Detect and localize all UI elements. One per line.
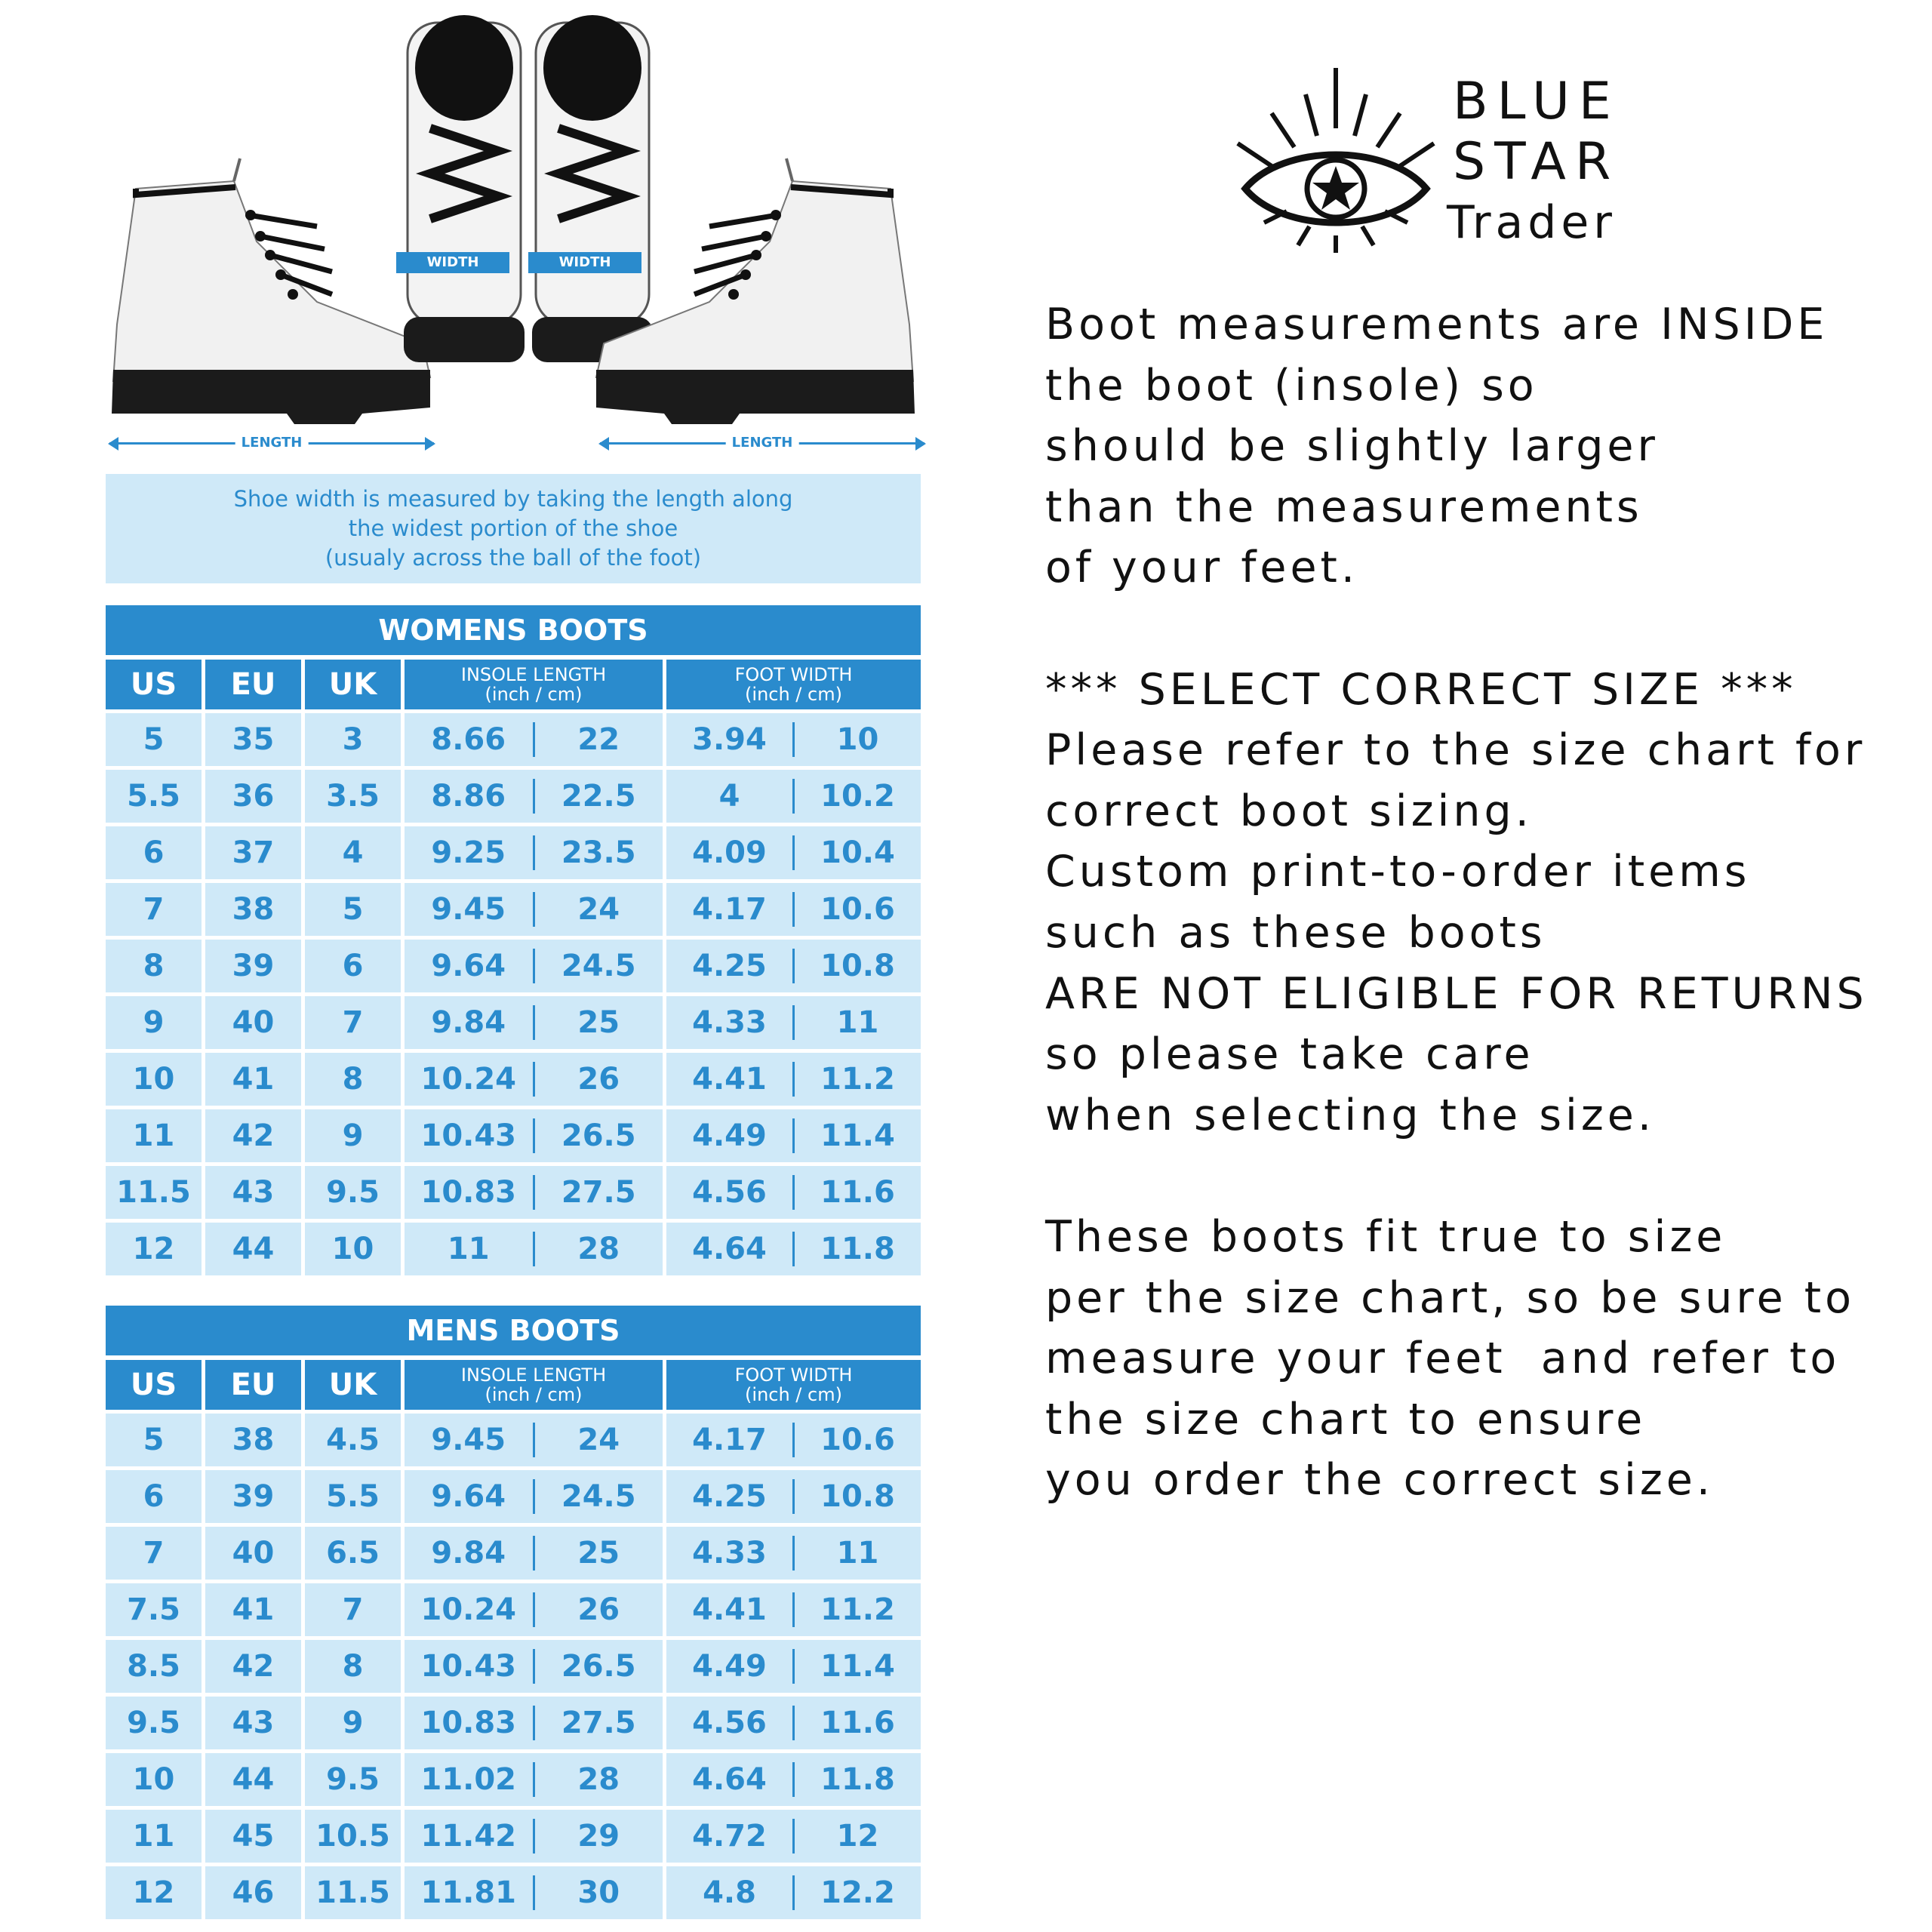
header-foot-width: FOOT WIDTH (inch / cm) xyxy=(666,1360,921,1410)
header-insole-length: INSOLE LENGTH (inch / cm) xyxy=(405,1360,663,1410)
header-uk: UK xyxy=(305,1360,401,1410)
cell-foot-width xyxy=(666,1414,921,1466)
cell-foot-width xyxy=(666,826,921,879)
cell-eu: 40 xyxy=(205,1527,301,1580)
cell-foot-width-cm: 11 xyxy=(836,1005,879,1040)
cell-insole-length xyxy=(405,1109,663,1162)
cell-insole-length-inch: 8.66 xyxy=(431,722,506,757)
cell-insole-length xyxy=(405,1697,663,1749)
cell-foot-width-inch: 4.64 xyxy=(692,1232,767,1266)
cell-foot-width xyxy=(666,1583,921,1636)
info-line: per the size chart, so be sure to xyxy=(1045,1272,1855,1323)
cell-foot-width-inch: 4.56 xyxy=(692,1175,767,1210)
cell-eu: 36 xyxy=(205,770,301,823)
cell-insole-length xyxy=(405,826,663,879)
cell-foot-width xyxy=(666,1109,921,1162)
brand-line-blue: BLUE xyxy=(1453,72,1620,131)
cell-uk: 9.5 xyxy=(305,1166,401,1219)
cell-insole-length-cm: 24.5 xyxy=(561,949,636,983)
cell-insole-length xyxy=(405,1753,663,1806)
info-line: the boot (insole) so xyxy=(1045,360,1538,411)
cell-eu: 41 xyxy=(205,1053,301,1106)
left-side-boot xyxy=(112,158,430,424)
header-us: US xyxy=(106,1360,202,1410)
cell-insole-length xyxy=(405,1583,663,1636)
cell-foot-width xyxy=(666,940,921,992)
cell-foot-width-cm: 12.2 xyxy=(820,1875,895,1910)
cell-insole-length xyxy=(405,1470,663,1523)
table-row xyxy=(106,826,921,879)
cell-uk: 10 xyxy=(305,1223,401,1275)
cell-foot-width-inch: 4.56 xyxy=(692,1706,767,1740)
cell-foot-width-cm: 10.6 xyxy=(820,892,895,927)
info-line: than the measurements xyxy=(1045,481,1643,532)
cell-insole-length-cm: 24.5 xyxy=(561,1479,636,1514)
cell-eu: 37 xyxy=(205,826,301,879)
cell-foot-width-inch: 4.09 xyxy=(692,835,767,870)
cell-insole-length xyxy=(405,883,663,936)
cell-eu: 44 xyxy=(205,1753,301,1806)
cell-uk: 9 xyxy=(305,1109,401,1162)
cell-insole-length xyxy=(405,1166,663,1219)
cell-foot-width-cm: 11.6 xyxy=(820,1706,895,1740)
table-row xyxy=(106,1866,921,1919)
cell-uk: 7 xyxy=(305,996,401,1049)
cell-uk: 9 xyxy=(305,1697,401,1749)
cell-foot-width-cm: 11.4 xyxy=(820,1649,895,1684)
cell-insole-length-cm: 26 xyxy=(577,1592,620,1627)
table-row xyxy=(106,883,921,936)
cell-foot-width xyxy=(666,883,921,936)
cell-insole-length xyxy=(405,996,663,1049)
cell-us: 5.5 xyxy=(106,770,202,823)
cell-foot-width xyxy=(666,713,921,766)
cell-foot-width-cm: 10 xyxy=(836,722,879,757)
note-line: (usualy across the ball of the foot) xyxy=(325,545,702,571)
table-row xyxy=(106,1414,921,1466)
cell-insole-length-inch: 9.84 xyxy=(431,1005,506,1040)
cell-eu: 45 xyxy=(205,1810,301,1863)
cell-foot-width-inch: 4.33 xyxy=(692,1005,767,1040)
cell-foot-width xyxy=(666,996,921,1049)
cell-insole-length-cm: 26 xyxy=(577,1062,620,1097)
cell-foot-width-inch: 4.17 xyxy=(692,892,767,927)
cell-foot-width-inch: 4 xyxy=(718,779,740,814)
cell-foot-width-inch: 4.41 xyxy=(692,1592,767,1627)
cell-insole-length xyxy=(405,1810,663,1863)
cell-insole-length xyxy=(405,1223,663,1275)
cell-insole-length-inch: 9.64 xyxy=(431,949,506,983)
table-row xyxy=(106,996,921,1049)
cell-insole-length-inch: 10.24 xyxy=(420,1592,517,1627)
table-header xyxy=(106,1360,921,1410)
info-line: Custom print-to-order items xyxy=(1045,847,1751,897)
cell-foot-width xyxy=(666,770,921,823)
info-line: so please take care xyxy=(1045,1029,1534,1080)
cell-foot-width xyxy=(666,1640,921,1693)
cell-eu: 38 xyxy=(205,1414,301,1466)
cell-us: 10 xyxy=(106,1053,202,1106)
cell-foot-width-inch: 4.33 xyxy=(692,1536,767,1571)
table-row xyxy=(106,1640,921,1693)
cell-insole-length-inch: 11 xyxy=(447,1232,490,1266)
cell-foot-width-cm: 11.6 xyxy=(820,1175,895,1210)
cell-eu: 43 xyxy=(205,1697,301,1749)
table-row xyxy=(106,1697,921,1749)
cell-insole-length-inch: 9.45 xyxy=(431,1423,506,1457)
info-line xyxy=(1045,598,1913,660)
cell-foot-width-inch: 4.64 xyxy=(692,1762,767,1797)
cell-foot-width xyxy=(666,1697,921,1749)
cell-us: 7 xyxy=(106,883,202,936)
header-eu: EU xyxy=(205,660,301,709)
cell-foot-width-cm: 11.8 xyxy=(820,1232,895,1266)
cell-eu: 41 xyxy=(205,1583,301,1636)
womens-size-table xyxy=(106,605,921,1275)
cell-us: 7.5 xyxy=(106,1583,202,1636)
cell-uk: 4.5 xyxy=(305,1414,401,1466)
cell-eu: 43 xyxy=(205,1166,301,1219)
cell-foot-width-inch: 4.49 xyxy=(692,1649,767,1684)
info-line: the size chart to ensure xyxy=(1045,1394,1647,1444)
width-label-right: WIDTH xyxy=(528,252,641,273)
cell-insole-length xyxy=(405,1053,663,1106)
cell-insole-length xyxy=(405,1866,663,1919)
cell-insole-length-cm: 24 xyxy=(577,892,620,927)
cell-insole-length-cm: 28 xyxy=(577,1762,620,1797)
cell-insole-length-inch: 9.25 xyxy=(431,835,506,870)
cell-foot-width xyxy=(666,1527,921,1580)
cell-foot-width-cm: 10.4 xyxy=(820,835,895,870)
cell-foot-width-cm: 10.8 xyxy=(820,949,895,983)
cell-eu: 39 xyxy=(205,940,301,992)
cell-foot-width-cm: 10.6 xyxy=(820,1423,895,1457)
info-line: These boots fit true to size xyxy=(1045,1211,1727,1262)
cell-insole-length xyxy=(405,713,663,766)
cell-us: 10 xyxy=(106,1753,202,1806)
info-line xyxy=(1045,1146,1913,1207)
cell-insole-length xyxy=(405,1414,663,1466)
cell-eu: 40 xyxy=(205,996,301,1049)
cell-insole-length-inch: 9.64 xyxy=(431,1479,506,1514)
cell-foot-width-cm: 10.2 xyxy=(820,779,895,814)
info-line: when selecting the size. xyxy=(1045,1090,1655,1140)
cell-eu: 35 xyxy=(205,713,301,766)
length-label-left: LENGTH xyxy=(109,434,434,452)
cell-insole-length-cm: 25 xyxy=(577,1005,620,1040)
width-note xyxy=(106,474,921,583)
cell-foot-width xyxy=(666,1223,921,1275)
table-row xyxy=(106,1527,921,1580)
sizing-info-text xyxy=(1045,294,1913,1511)
table-row xyxy=(106,1810,921,1863)
cell-insole-length-inch: 11.42 xyxy=(420,1819,517,1854)
cell-uk: 10.5 xyxy=(305,1810,401,1863)
cell-foot-width-cm: 10.8 xyxy=(820,1479,895,1514)
cell-eu: 42 xyxy=(205,1109,301,1162)
cell-foot-width xyxy=(666,1866,921,1919)
cell-us: 9.5 xyxy=(106,1697,202,1749)
table-header xyxy=(106,660,921,709)
cell-foot-width xyxy=(666,1053,921,1106)
cell-foot-width-cm: 11.2 xyxy=(820,1592,895,1627)
cell-insole-length-cm: 29 xyxy=(577,1819,620,1854)
cell-insole-length-cm: 26.5 xyxy=(561,1649,636,1684)
cell-insole-length-inch: 10.83 xyxy=(420,1706,517,1740)
front-boots xyxy=(404,15,653,362)
table-row xyxy=(106,940,921,992)
info-line: Boot measurements are INSIDE xyxy=(1045,300,1829,349)
mens-size-table xyxy=(106,1306,921,1919)
cell-foot-width-inch: 4.49 xyxy=(692,1118,767,1153)
cell-insole-length-cm: 26.5 xyxy=(561,1118,636,1153)
mens-table-title: MENS BOOTS xyxy=(106,1306,921,1355)
cell-insole-length-cm: 24 xyxy=(577,1423,620,1457)
info-line: such as these boots xyxy=(1045,907,1546,958)
cell-foot-width-cm: 11 xyxy=(836,1536,879,1571)
cell-us: 8.5 xyxy=(106,1640,202,1693)
cell-insole-length-cm: 27.5 xyxy=(561,1706,636,1740)
cell-foot-width-cm: 11.8 xyxy=(820,1762,895,1797)
cell-foot-width-inch: 4.41 xyxy=(692,1062,767,1097)
header-us: US xyxy=(106,660,202,709)
cell-insole-length xyxy=(405,770,663,823)
cell-us: 8 xyxy=(106,940,202,992)
cell-eu: 46 xyxy=(205,1866,301,1919)
cell-uk: 8 xyxy=(305,1053,401,1106)
cell-foot-width xyxy=(666,1166,921,1219)
table-row xyxy=(106,1470,921,1523)
cell-uk: 9.5 xyxy=(305,1753,401,1806)
cell-uk: 8 xyxy=(305,1640,401,1693)
cell-us: 12 xyxy=(106,1866,202,1919)
cell-insole-length-cm: 30 xyxy=(577,1875,620,1910)
cell-eu: 38 xyxy=(205,883,301,936)
cell-insole-length-cm: 25 xyxy=(577,1536,620,1571)
cell-uk: 4 xyxy=(305,826,401,879)
cell-insole-length-cm: 27.5 xyxy=(561,1175,636,1210)
cell-insole-length-inch: 8.86 xyxy=(431,779,506,814)
cell-eu: 39 xyxy=(205,1470,301,1523)
cell-foot-width-inch: 4.17 xyxy=(692,1423,767,1457)
table-row xyxy=(106,1223,921,1275)
cell-us: 11 xyxy=(106,1810,202,1863)
cell-insole-length-inch: 9.45 xyxy=(431,892,506,927)
cell-foot-width xyxy=(666,1810,921,1863)
cell-foot-width-cm: 12 xyxy=(836,1819,879,1854)
boot-illustrations xyxy=(106,0,928,460)
cell-insole-length xyxy=(405,1640,663,1693)
boot-diagram xyxy=(106,0,928,460)
info-line: *** SELECT CORRECT SIZE *** xyxy=(1045,664,1797,715)
info-line: of your feet. xyxy=(1045,543,1359,593)
note-line: Shoe width is measured by taking the length along xyxy=(233,486,793,512)
cell-us: 11 xyxy=(106,1109,202,1162)
cell-foot-width-inch: 3.94 xyxy=(692,722,767,757)
cell-eu: 44 xyxy=(205,1223,301,1275)
table-row xyxy=(106,1053,921,1106)
cell-us: 12 xyxy=(106,1223,202,1275)
header-uk: UK xyxy=(305,660,401,709)
cell-us: 5 xyxy=(106,713,202,766)
cell-insole-length-inch: 10.43 xyxy=(420,1649,517,1684)
cell-insole-length-cm: 22.5 xyxy=(561,779,636,814)
cell-us: 7 xyxy=(106,1527,202,1580)
cell-foot-width xyxy=(666,1753,921,1806)
note-line: the widest portion of the shoe xyxy=(348,515,678,541)
cell-insole-length xyxy=(405,1527,663,1580)
cell-insole-length-inch: 10.24 xyxy=(420,1062,517,1097)
eye-star-icon xyxy=(1223,60,1449,257)
cell-us: 5 xyxy=(106,1414,202,1466)
cell-uk: 11.5 xyxy=(305,1866,401,1919)
cell-insole-length-cm: 22 xyxy=(577,722,620,757)
brand-line-trader: Trader xyxy=(1447,196,1617,249)
cell-us: 9 xyxy=(106,996,202,1049)
cell-foot-width-cm: 11.2 xyxy=(820,1062,895,1097)
cell-foot-width xyxy=(666,1470,921,1523)
header-insole-length: INSOLE LENGTH (inch / cm) xyxy=(405,660,663,709)
cell-uk: 5.5 xyxy=(305,1470,401,1523)
cell-us: 11.5 xyxy=(106,1166,202,1219)
cell-insole-length-cm: 23.5 xyxy=(561,835,636,870)
blue-star-trader-logo xyxy=(1223,60,1449,257)
cell-uk: 6 xyxy=(305,940,401,992)
cell-insole-length-inch: 9.84 xyxy=(431,1536,506,1571)
womens-table-title: WOMENS BOOTS xyxy=(106,605,921,655)
cell-foot-width-inch: 4.25 xyxy=(692,1479,767,1514)
cell-insole-length-inch: 10.43 xyxy=(420,1118,517,1153)
cell-insole-length-cm: 28 xyxy=(577,1232,620,1266)
info-line: should be slightly larger xyxy=(1045,421,1659,472)
cell-foot-width-cm: 11.4 xyxy=(820,1118,895,1153)
table-row xyxy=(106,1753,921,1806)
info-line: measure your feet and refer to xyxy=(1045,1334,1841,1384)
cell-uk: 7 xyxy=(305,1583,401,1636)
cell-us: 6 xyxy=(106,826,202,879)
cell-foot-width-inch: 4.25 xyxy=(692,949,767,983)
cell-foot-width-inch: 4.8 xyxy=(703,1875,756,1910)
info-line: correct boot sizing. xyxy=(1045,786,1533,836)
brand-name xyxy=(1447,72,1620,253)
info-line: ARE NOT ELIGIBLE FOR RETURNS xyxy=(1045,968,1868,1019)
cell-us: 6 xyxy=(106,1470,202,1523)
table-row xyxy=(106,1583,921,1636)
length-label-right: LENGTH xyxy=(600,434,924,452)
cell-insole-length-inch: 11.02 xyxy=(420,1762,517,1797)
cell-eu: 42 xyxy=(205,1640,301,1693)
brand-line-star: STAR xyxy=(1453,132,1620,192)
cell-uk: 5 xyxy=(305,883,401,936)
cell-uk: 3.5 xyxy=(305,770,401,823)
table-row xyxy=(106,770,921,823)
table-row xyxy=(106,1166,921,1219)
cell-foot-width-inch: 4.72 xyxy=(692,1819,767,1854)
cell-uk: 6.5 xyxy=(305,1527,401,1580)
cell-insole-length xyxy=(405,940,663,992)
header-foot-width: FOOT WIDTH (inch / cm) xyxy=(666,660,921,709)
info-line: Please refer to the size chart for xyxy=(1045,725,1866,776)
table-row xyxy=(106,713,921,766)
cell-insole-length-inch: 10.83 xyxy=(420,1175,517,1210)
table-row xyxy=(106,1109,921,1162)
cell-uk: 3 xyxy=(305,713,401,766)
width-label-left: WIDTH xyxy=(396,252,509,273)
info-line: you order the correct size. xyxy=(1045,1455,1714,1506)
header-eu: EU xyxy=(205,1360,301,1410)
cell-insole-length-inch: 11.81 xyxy=(420,1875,517,1910)
